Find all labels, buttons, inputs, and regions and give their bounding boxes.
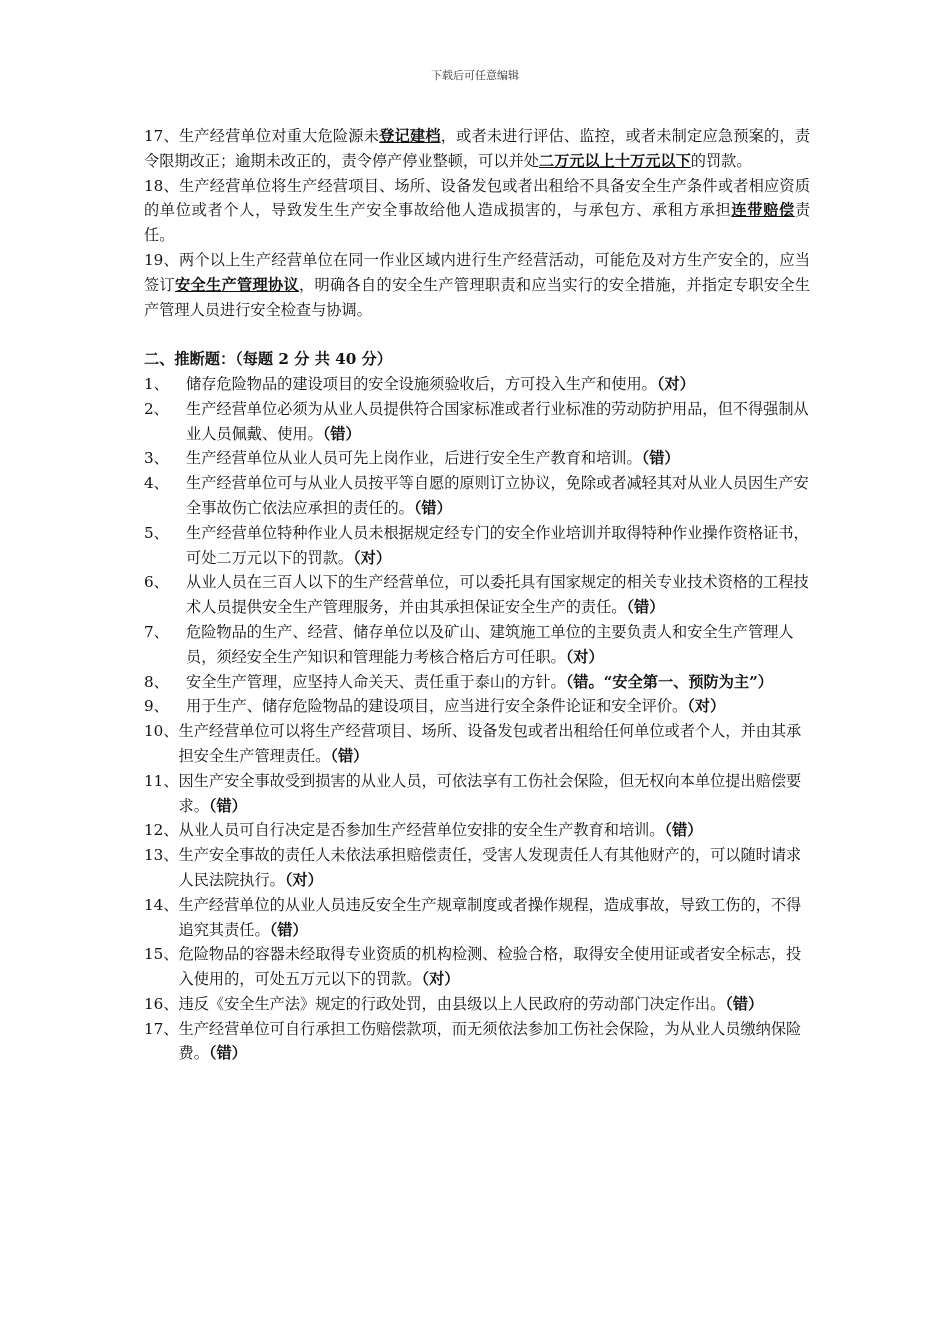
question-text: 生产经营单位的从业人员违反安全生产规章制度或者操作规程，造成事故，导致工伤的，不得追究其责任。 bbox=[178, 895, 802, 939]
judgment-item bbox=[144, 670, 810, 695]
question-text: 从业人员在三百人以下的生产经营单位，可以委托具有国家规定的相关专业技术资格的工程技术人员提供安全生产管理服务，并由其承担保证安全生产的责任。 bbox=[186, 573, 809, 617]
item-text bbox=[186, 471, 810, 521]
answer-mark: （错） bbox=[269, 920, 308, 939]
answer-mark: （对） bbox=[656, 374, 695, 393]
item-number: 19、 bbox=[144, 250, 179, 269]
item-text bbox=[179, 893, 810, 943]
document-body bbox=[144, 124, 810, 1066]
question-text: 生产经营单位可以将生产经营项目、场所、设备发包或者出租给任何单位或者个人，并由其承担安全生产管理责任。 bbox=[178, 722, 802, 765]
judgment-item bbox=[144, 521, 810, 571]
item-text: 生产经营单位将生产经营项目、场所、设备发包或者出租给不具备安全生产条件或者相应资质的单位或者个人，导致发生生产安全事故给他人造成损害的，与承包方、承租方承担 bbox=[144, 176, 811, 220]
fill-in-section bbox=[144, 124, 810, 322]
item-number: 18、 bbox=[144, 176, 179, 195]
answer-underlined: 安全生产管理协议 bbox=[175, 275, 299, 294]
answer-mark: （对） bbox=[687, 697, 726, 716]
judgment-item bbox=[144, 769, 810, 819]
item-text: ，或者未进行评估、监控，或者未制定应急预案的，责令限期改正；逾期未改正的，责令停产停业整顿，可以并处 bbox=[144, 127, 811, 170]
answer-underlined: 二万元以上十万元以下 bbox=[538, 151, 691, 170]
item-number: 9、 bbox=[144, 697, 169, 716]
question-text: 违反《安全生产法》规定的行政处罚，由县级以上人民政府的劳动部门决定作出。 bbox=[178, 994, 726, 1013]
judgment-item bbox=[144, 893, 810, 943]
item-text bbox=[179, 1017, 810, 1067]
item-number: 3、 bbox=[144, 449, 169, 468]
answer-underlined: 登记建档 bbox=[379, 127, 441, 145]
question-text: 生产经营单位特种作业人员未根据规定经专门的安全作业培训并取得特种作业操作资格证书，可处二万元以下的罚款。 bbox=[186, 523, 809, 567]
item-number: 17、 bbox=[144, 127, 179, 145]
item-text: 生产经营单位对重大危险源未 bbox=[178, 127, 380, 145]
judgment-item bbox=[144, 570, 810, 620]
question-text: 储存危险物品的建设项目的安全设施须验收后，方可投入生产和使用。 bbox=[186, 374, 657, 393]
answer-mark: （对） bbox=[421, 970, 460, 989]
item-text: 责任。 bbox=[144, 201, 811, 245]
item-text bbox=[186, 620, 810, 670]
spacer bbox=[144, 322, 810, 347]
item-text bbox=[179, 818, 810, 843]
judgment-item bbox=[144, 446, 810, 471]
item-text bbox=[186, 521, 810, 571]
answer-mark: （对） bbox=[284, 870, 323, 889]
item-text bbox=[179, 843, 810, 893]
judgment-item bbox=[144, 397, 810, 447]
answer-mark: （错） bbox=[626, 598, 665, 617]
fill-in-item bbox=[144, 248, 810, 322]
fill-in-item bbox=[144, 174, 810, 248]
judgment-item bbox=[144, 942, 810, 992]
item-text bbox=[186, 570, 810, 620]
judgment-item bbox=[144, 719, 810, 769]
item-text bbox=[179, 719, 810, 769]
fill-in-item bbox=[144, 124, 810, 174]
answer-mark: （错） bbox=[330, 746, 369, 765]
item-text bbox=[186, 446, 810, 471]
item-text bbox=[186, 670, 810, 695]
item-number: 8、 bbox=[144, 672, 169, 691]
item-number: 10、 bbox=[144, 722, 179, 741]
page-header: 下载后可任意编辑 bbox=[431, 69, 519, 82]
judgment-item bbox=[144, 471, 810, 521]
judgment-item bbox=[144, 843, 810, 893]
item-number: 4、 bbox=[144, 474, 169, 493]
judgment-item bbox=[144, 818, 810, 843]
answer-mark: （错） bbox=[641, 449, 680, 468]
question-text: 从业人员可自行决定是否参加生产经营单位安排的安全生产教育和培训。 bbox=[178, 821, 665, 840]
judgment-item bbox=[144, 620, 810, 670]
item-number: 11、 bbox=[144, 771, 179, 790]
item-number: 17、 bbox=[144, 1019, 179, 1038]
judgment-item bbox=[144, 372, 810, 397]
question-text: 生产经营单位必须为从业人员提供符合国家标准或者行业标准的劳动防护用品，但不得强制从业人员佩戴、使用。 bbox=[186, 399, 809, 443]
question-text: 用于生产、储存危险物品的建设项目，应当进行安全条件论证和安全评价。 bbox=[186, 697, 688, 716]
item-text bbox=[179, 769, 810, 819]
item-text bbox=[186, 694, 810, 719]
question-text: 危险物品的容器未经取得专业资质的机构检测、检验合格，取得安全使用证或者安全标志，投入使用的，可处五万元以下的罚款。 bbox=[178, 945, 802, 989]
item-number: 1、 bbox=[144, 374, 169, 393]
judgment-item bbox=[144, 694, 810, 719]
question-text: 危险物品的生产、经营、储存单位以及矿山、建筑施工单位的主要负责人和安全生产管理人员，须经安全生产知识和管理能力考核合格后方可任职。 bbox=[186, 622, 794, 666]
answer-mark: （错） bbox=[208, 796, 247, 815]
judgment-item bbox=[144, 1017, 810, 1067]
answer-mark: （错） bbox=[208, 1044, 247, 1063]
judgment-section bbox=[144, 372, 810, 1066]
item-number: 2、 bbox=[144, 399, 169, 418]
item-text: 的罚款。 bbox=[690, 151, 752, 170]
answer-mark: （错。“安全第一、预防为主”） bbox=[565, 672, 773, 691]
question-text: 因生产安全事故受到损害的从业人员，可依法享有工伤社会保险，但无权向本单位提出赔偿要求。 bbox=[178, 771, 802, 815]
item-number: 16、 bbox=[144, 994, 179, 1013]
item-text bbox=[179, 942, 810, 992]
question-text: 安全生产管理，应坚持人命关天、责任重于泰山的方针。 bbox=[186, 672, 566, 691]
answer-mark: （对） bbox=[353, 548, 392, 567]
judgment-item bbox=[144, 992, 810, 1017]
item-number: 6、 bbox=[144, 573, 169, 592]
item-text bbox=[186, 397, 810, 447]
item-text bbox=[186, 372, 810, 397]
answer-mark: （错） bbox=[664, 821, 703, 840]
answer-mark: （错） bbox=[725, 994, 764, 1013]
item-number: 13、 bbox=[144, 846, 179, 865]
question-text: 生产经营单位可与从业人员按平等自愿的原则订立协议，免除或者减轻其对从业人员因生产安全事故伤亡依法应承担的责任的。 bbox=[186, 474, 809, 517]
question-text: 生产安全事故的责任人未依法承担赔偿责任，受害人发现责任人有其他财产的，可以随时请求人民法院执行。 bbox=[178, 846, 802, 889]
question-text: 生产经营单位从业人员可先上岗作业，后进行安全生产教育和培训。 bbox=[186, 449, 642, 468]
item-number: 14、 bbox=[144, 895, 179, 914]
answer-mark: （对） bbox=[565, 647, 604, 666]
answer-mark: （错） bbox=[322, 424, 361, 443]
item-text bbox=[179, 992, 810, 1017]
question-text: 生产经营单位可自行承担工伤赔偿款项，而无须依法参加工伤社会保险，为从业人员缴纳保险费。 bbox=[178, 1019, 802, 1063]
item-number: 15、 bbox=[144, 945, 179, 964]
item-text: 两个以上生产经营单位在同一作业区域内进行生产经营活动，可能危及对方生产安全的，应当签订 bbox=[144, 250, 811, 294]
item-number: 12、 bbox=[144, 821, 179, 840]
answer-mark: （错） bbox=[413, 498, 452, 517]
item-number: 5、 bbox=[144, 523, 169, 542]
answer-underlined: 连带赔偿 bbox=[731, 201, 795, 220]
item-text: ，明确各自的安全生产管理职责和应当实行的安全措施，并指定专职安全生产管理人员进行安全检查与协调。 bbox=[144, 275, 811, 319]
section-title-judgment: 二、推断题：（每题 2 分 共 40 分） bbox=[144, 350, 392, 369]
item-number: 7、 bbox=[144, 622, 169, 641]
